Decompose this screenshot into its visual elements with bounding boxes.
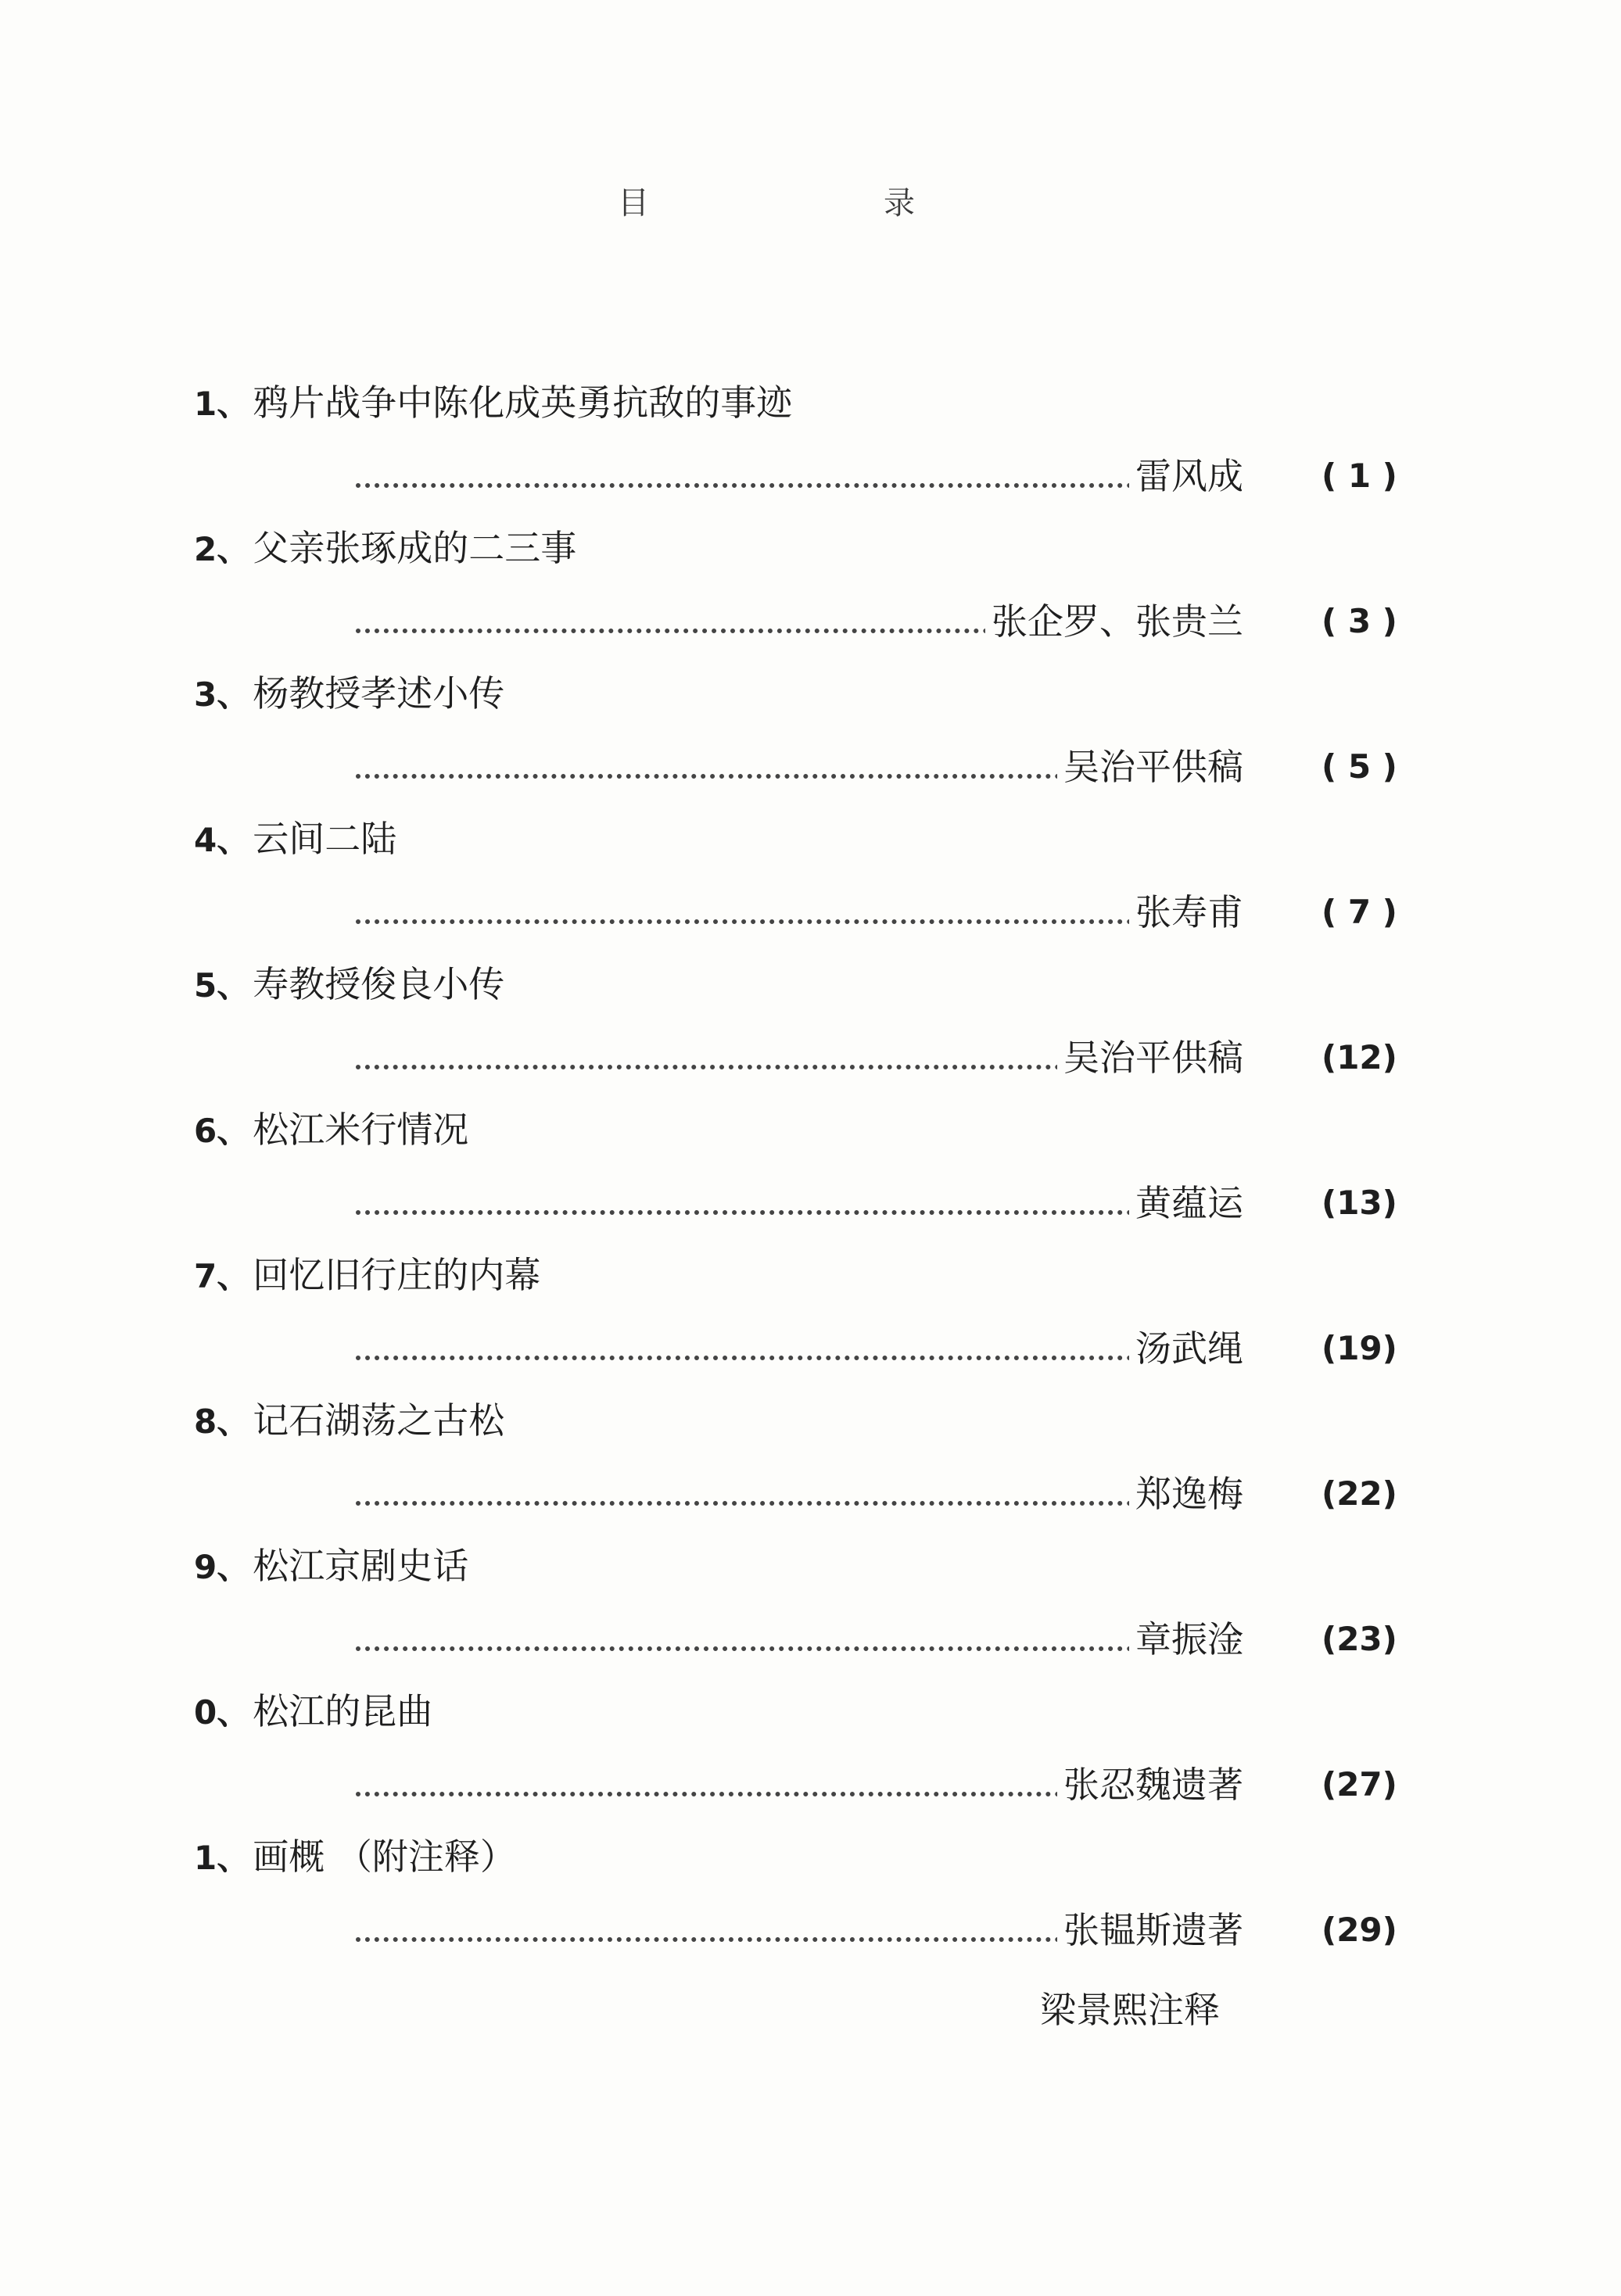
- toc-entry-author-line: [356, 596, 1419, 647]
- toc-entry-title: 回忆旧行庄的内幕: [253, 1254, 541, 1296]
- toc-entry-number: 2、: [194, 530, 250, 568]
- toc-entry-author: 黄蕴运: [1129, 1177, 1243, 1229]
- toc-entry-author: 张韫斯遗著: [1057, 1904, 1243, 1956]
- toc-entry-page-number: ( 5 ): [1322, 747, 1397, 786]
- toc-entry-title: 松江米行情况: [253, 1109, 469, 1151]
- dot-leader: [356, 919, 1132, 924]
- toc-entry-title-line: [194, 811, 396, 866]
- heading-left-char: 目: [618, 185, 649, 221]
- toc-entry-title: 记石湖荡之古松: [253, 1399, 505, 1442]
- toc-entry-author: 吴治平供稿: [1057, 1032, 1243, 1084]
- toc-entry-number: 4、: [194, 821, 250, 859]
- toc-entry-title-line: [194, 375, 792, 430]
- toc-entry-title: 松江的昆曲: [253, 1690, 433, 1732]
- toc-entry: [0, 666, 1621, 811]
- toc-entry-title-line: [194, 1829, 516, 1884]
- toc-entry-author-line: [356, 1759, 1419, 1811]
- toc-entry-author-line: [356, 1323, 1419, 1374]
- page-heading: [618, 178, 915, 223]
- toc-entry-title: 画概 （附注释）: [253, 1836, 516, 1878]
- toc-entry-title-line: [194, 1684, 432, 1739]
- toc-entry-author-line: [356, 887, 1419, 938]
- toc-entry-number: 8、: [194, 1402, 250, 1441]
- toc-entry-author-line: [356, 1468, 1419, 1520]
- dot-leader: [356, 1210, 1132, 1215]
- toc-entry-author: 张寿甫: [1129, 887, 1243, 938]
- dot-leader: [356, 1937, 1060, 1942]
- toc-entry-author-line: [356, 741, 1419, 793]
- toc-entry-author: 雷风成: [1129, 450, 1243, 502]
- toc-entry-page-number: ( 7 ): [1322, 893, 1397, 931]
- dot-leader: [356, 774, 1060, 779]
- heading-right-char: 录: [884, 185, 915, 221]
- toc-entry-page-number: (22): [1322, 1474, 1397, 1513]
- toc-entry-number: 6、: [194, 1112, 250, 1150]
- toc-entry: [0, 375, 1621, 521]
- toc-entry-title: 寿教授俊良小传: [253, 963, 505, 1005]
- toc-entry-number: 9、: [194, 1548, 250, 1586]
- dot-leader: [356, 1065, 1060, 1069]
- dot-leader: [356, 1792, 1060, 1796]
- toc-entry-title: 杨教授孝述小传: [253, 672, 505, 715]
- toc-entry-author: 吴治平供稿: [1057, 741, 1243, 793]
- toc-entry-page-number: (13): [1322, 1184, 1397, 1222]
- toc-entry: [0, 957, 1621, 1102]
- toc-entry-author: 章振淦: [1129, 1614, 1243, 1665]
- toc-entry-number: 5、: [194, 966, 250, 1005]
- toc-entry-number: 1、: [194, 385, 250, 423]
- toc-entry-number: 1、: [194, 1839, 250, 1877]
- toc-entry: [0, 1102, 1621, 1248]
- toc-entry-page-number: (29): [1322, 1911, 1397, 1949]
- toc-entry: [0, 1393, 1621, 1538]
- dot-leader: [356, 483, 1132, 488]
- toc-entry-title-line: [194, 1102, 468, 1157]
- toc-entry-title: 云间二陆: [253, 818, 397, 860]
- toc-entry-author-line: [356, 450, 1419, 502]
- dot-leader: [356, 1501, 1132, 1506]
- toc-entry-page-number: (23): [1322, 1620, 1397, 1658]
- extra-author: 梁景熙注释: [1040, 1989, 1220, 2031]
- toc-entry-title-line: [194, 1248, 540, 1302]
- toc-entry-author: 张忍魏遗著: [1057, 1759, 1243, 1811]
- table-of-contents: [0, 375, 1621, 1975]
- toc-entry-author-line: [356, 1904, 1419, 1956]
- toc-entry-author: 张企罗、张贵兰: [985, 596, 1243, 647]
- toc-entry-number: 3、: [194, 675, 250, 714]
- toc-entry-title-line: [194, 521, 576, 575]
- toc-entry-page-number: (19): [1322, 1329, 1397, 1367]
- toc-entry: [0, 811, 1621, 957]
- toc-entry-title: 父亲张琢成的二三事: [253, 527, 577, 569]
- toc-entry-author: 汤武绳: [1129, 1323, 1243, 1374]
- toc-entry-title-line: [194, 957, 504, 1012]
- toc-entry-author: 郑逸梅: [1129, 1468, 1243, 1520]
- toc-entry-title: 鸦片战争中陈化成英勇抗敌的事迹: [253, 381, 793, 424]
- toc-entry-title-line: [194, 1538, 468, 1593]
- dot-leader: [356, 1356, 1132, 1360]
- toc-entry-author-line: [356, 1032, 1419, 1084]
- toc-entry: [0, 1248, 1621, 1393]
- toc-entry-author-line: [356, 1614, 1419, 1665]
- toc-entry-title: 松江京剧史话: [253, 1545, 469, 1587]
- toc-entry-number: 0、: [194, 1693, 250, 1732]
- toc-entry-page-number: ( 1 ): [1322, 457, 1397, 495]
- toc-entry-page-number: ( 3 ): [1322, 602, 1397, 640]
- toc-entry: [0, 1684, 1621, 1829]
- toc-entry-number: 7、: [194, 1257, 250, 1295]
- dot-leader: [356, 1646, 1132, 1651]
- toc-entry-page-number: (27): [1322, 1765, 1397, 1803]
- toc-entry-title-line: [194, 666, 504, 721]
- toc-entry-page-number: (12): [1322, 1038, 1397, 1076]
- toc-entry: [0, 521, 1621, 666]
- toc-entry-title-line: [194, 1393, 504, 1448]
- toc-entry: [0, 1829, 1621, 1975]
- toc-entry-author-line: [356, 1177, 1419, 1229]
- dot-leader: [356, 629, 988, 633]
- toc-entry: [0, 1538, 1621, 1684]
